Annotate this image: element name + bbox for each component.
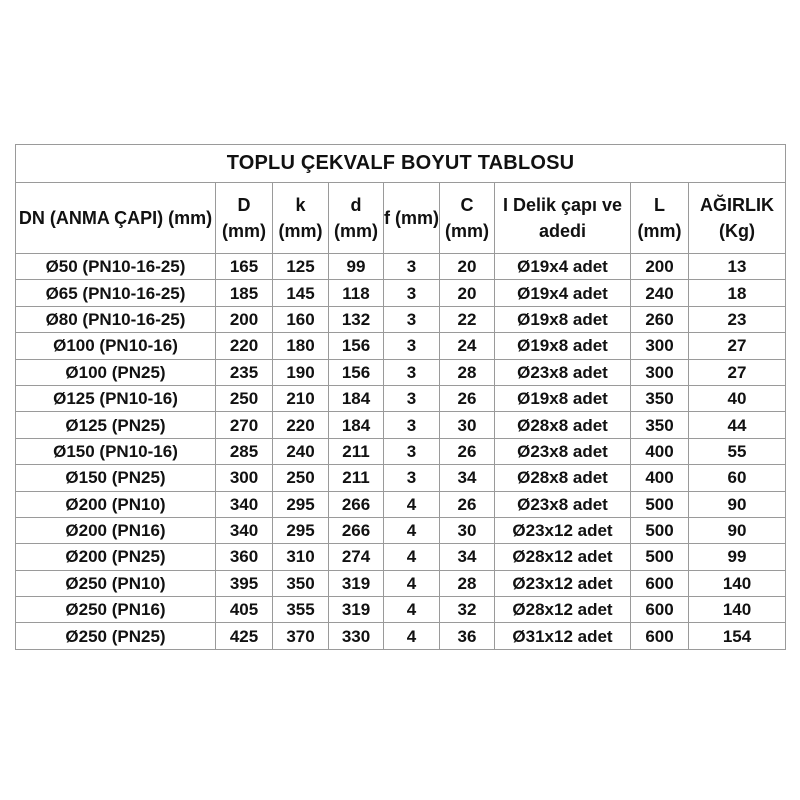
cell-d-inner: 330	[329, 623, 384, 649]
cell-dn: Ø65 (PN10-16-25)	[16, 280, 216, 306]
cell-d-inner: 184	[329, 412, 384, 438]
cell-d-outer: 340	[216, 491, 273, 517]
cell-d-inner: 211	[329, 438, 384, 464]
cell-k: 240	[273, 438, 329, 464]
table-row	[16, 623, 786, 649]
cell-f: 4	[384, 517, 440, 543]
cell-hole: Ø28x8 adet	[495, 412, 631, 438]
cell-k: 210	[273, 385, 329, 411]
cell-d-outer: 200	[216, 306, 273, 332]
cell-f: 3	[384, 385, 440, 411]
cell-dn: Ø250 (PN25)	[16, 623, 216, 649]
table-row	[16, 438, 786, 464]
cell-hole: Ø19x8 adet	[495, 333, 631, 359]
cell-c: 24	[440, 333, 495, 359]
cell-weight: 90	[689, 517, 786, 543]
cell-d-inner: 319	[329, 570, 384, 596]
cell-c: 28	[440, 570, 495, 596]
cell-l: 500	[631, 544, 689, 570]
dimension-table	[15, 144, 786, 650]
cell-f: 3	[384, 412, 440, 438]
cell-l: 350	[631, 412, 689, 438]
cell-d-outer: 360	[216, 544, 273, 570]
cell-c: 32	[440, 597, 495, 623]
header-hole: I Delik çapı ve adedi	[495, 183, 631, 254]
header-dn: DN (ANMA ÇAPI) (mm)	[16, 183, 216, 254]
cell-f: 3	[384, 280, 440, 306]
cell-hole: Ø31x12 adet	[495, 623, 631, 649]
cell-d-inner: 156	[329, 333, 384, 359]
cell-weight: 27	[689, 359, 786, 385]
cell-weight: 140	[689, 597, 786, 623]
cell-dn: Ø80 (PN10-16-25)	[16, 306, 216, 332]
cell-f: 4	[384, 544, 440, 570]
cell-d-outer: 405	[216, 597, 273, 623]
cell-d-inner: 266	[329, 517, 384, 543]
cell-c: 20	[440, 280, 495, 306]
cell-weight: 55	[689, 438, 786, 464]
table-row	[16, 491, 786, 517]
cell-d-outer: 270	[216, 412, 273, 438]
cell-dn: Ø150 (PN10-16)	[16, 438, 216, 464]
cell-f: 3	[384, 333, 440, 359]
cell-l: 300	[631, 333, 689, 359]
cell-dn: Ø250 (PN10)	[16, 570, 216, 596]
cell-f: 4	[384, 491, 440, 517]
cell-l: 200	[631, 254, 689, 280]
cell-weight: 13	[689, 254, 786, 280]
cell-d-outer: 250	[216, 385, 273, 411]
table-row	[16, 385, 786, 411]
cell-dn: Ø100 (PN10-16)	[16, 333, 216, 359]
table-row	[16, 280, 786, 306]
cell-c: 28	[440, 359, 495, 385]
cell-k: 220	[273, 412, 329, 438]
cell-dn: Ø125 (PN10-16)	[16, 385, 216, 411]
table-row	[16, 465, 786, 491]
cell-l: 600	[631, 623, 689, 649]
cell-weight: 60	[689, 465, 786, 491]
cell-c: 30	[440, 412, 495, 438]
table-row	[16, 570, 786, 596]
table-title: TOPLU ÇEKVALF BOYUT TABLOSU	[16, 145, 786, 183]
cell-f: 3	[384, 306, 440, 332]
cell-d-inner: 99	[329, 254, 384, 280]
cell-d-outer: 340	[216, 517, 273, 543]
cell-k: 295	[273, 517, 329, 543]
cell-c: 26	[440, 438, 495, 464]
header-l: L (mm)	[631, 183, 689, 254]
cell-dn: Ø200 (PN16)	[16, 517, 216, 543]
cell-d-outer: 395	[216, 570, 273, 596]
cell-k: 250	[273, 465, 329, 491]
cell-d-outer: 285	[216, 438, 273, 464]
cell-k: 355	[273, 597, 329, 623]
cell-c: 30	[440, 517, 495, 543]
cell-d-inner: 132	[329, 306, 384, 332]
table-row	[16, 412, 786, 438]
header-c: C (mm)	[440, 183, 495, 254]
cell-l: 260	[631, 306, 689, 332]
cell-dn: Ø125 (PN25)	[16, 412, 216, 438]
cell-d-outer: 235	[216, 359, 273, 385]
table-row	[16, 359, 786, 385]
table-row	[16, 597, 786, 623]
cell-k: 180	[273, 333, 329, 359]
cell-d-inner: 319	[329, 597, 384, 623]
cell-dn: Ø250 (PN16)	[16, 597, 216, 623]
cell-weight: 44	[689, 412, 786, 438]
cell-weight: 27	[689, 333, 786, 359]
header-f: f (mm)	[384, 183, 440, 254]
cell-f: 3	[384, 254, 440, 280]
table-row	[16, 306, 786, 332]
cell-c: 22	[440, 306, 495, 332]
header-weight: AĞIRLIK (Kg)	[689, 183, 786, 254]
cell-d-inner: 266	[329, 491, 384, 517]
cell-k: 370	[273, 623, 329, 649]
cell-d-outer: 425	[216, 623, 273, 649]
cell-weight: 23	[689, 306, 786, 332]
table-body	[16, 254, 786, 650]
cell-l: 500	[631, 517, 689, 543]
cell-k: 310	[273, 544, 329, 570]
cell-d-inner: 184	[329, 385, 384, 411]
cell-l: 350	[631, 385, 689, 411]
cell-d-inner: 211	[329, 465, 384, 491]
cell-hole: Ø23x8 adet	[495, 491, 631, 517]
cell-dn: Ø50 (PN10-16-25)	[16, 254, 216, 280]
cell-l: 600	[631, 570, 689, 596]
cell-k: 295	[273, 491, 329, 517]
cell-hole: Ø23x12 adet	[495, 517, 631, 543]
header-d-outer: D (mm)	[216, 183, 273, 254]
cell-weight: 90	[689, 491, 786, 517]
cell-hole: Ø19x4 adet	[495, 280, 631, 306]
cell-hole: Ø19x8 adet	[495, 306, 631, 332]
cell-d-outer: 185	[216, 280, 273, 306]
cell-hole: Ø28x12 adet	[495, 544, 631, 570]
cell-k: 145	[273, 280, 329, 306]
cell-l: 400	[631, 465, 689, 491]
cell-c: 26	[440, 491, 495, 517]
cell-weight: 18	[689, 280, 786, 306]
cell-hole: Ø23x8 adet	[495, 438, 631, 464]
cell-dn: Ø100 (PN25)	[16, 359, 216, 385]
cell-k: 350	[273, 570, 329, 596]
cell-dn: Ø150 (PN25)	[16, 465, 216, 491]
cell-weight: 154	[689, 623, 786, 649]
cell-d-inner: 156	[329, 359, 384, 385]
cell-l: 240	[631, 280, 689, 306]
cell-f: 3	[384, 359, 440, 385]
cell-k: 125	[273, 254, 329, 280]
cell-c: 34	[440, 544, 495, 570]
cell-weight: 140	[689, 570, 786, 596]
header-d-inner: d (mm)	[329, 183, 384, 254]
cell-d-outer: 165	[216, 254, 273, 280]
cell-l: 300	[631, 359, 689, 385]
cell-dn: Ø200 (PN10)	[16, 491, 216, 517]
cell-hole: Ø23x12 adet	[495, 570, 631, 596]
cell-l: 500	[631, 491, 689, 517]
table-row	[16, 517, 786, 543]
cell-hole: Ø28x8 adet	[495, 465, 631, 491]
cell-f: 4	[384, 597, 440, 623]
cell-hole: Ø19x4 adet	[495, 254, 631, 280]
cell-d-outer: 300	[216, 465, 273, 491]
cell-c: 26	[440, 385, 495, 411]
cell-c: 20	[440, 254, 495, 280]
table-row	[16, 254, 786, 280]
header-k: k (mm)	[273, 183, 329, 254]
cell-hole: Ø19x8 adet	[495, 385, 631, 411]
cell-d-outer: 220	[216, 333, 273, 359]
cell-l: 400	[631, 438, 689, 464]
cell-f: 3	[384, 465, 440, 491]
cell-hole: Ø23x8 adet	[495, 359, 631, 385]
cell-k: 190	[273, 359, 329, 385]
table-row	[16, 544, 786, 570]
cell-l: 600	[631, 597, 689, 623]
cell-weight: 99	[689, 544, 786, 570]
cell-d-inner: 118	[329, 280, 384, 306]
cell-c: 36	[440, 623, 495, 649]
cell-f: 4	[384, 570, 440, 596]
cell-f: 3	[384, 438, 440, 464]
cell-d-inner: 274	[329, 544, 384, 570]
cell-weight: 40	[689, 385, 786, 411]
cell-dn: Ø200 (PN25)	[16, 544, 216, 570]
cell-k: 160	[273, 306, 329, 332]
table-row	[16, 333, 786, 359]
cell-c: 34	[440, 465, 495, 491]
cell-f: 4	[384, 623, 440, 649]
cell-hole: Ø28x12 adet	[495, 597, 631, 623]
